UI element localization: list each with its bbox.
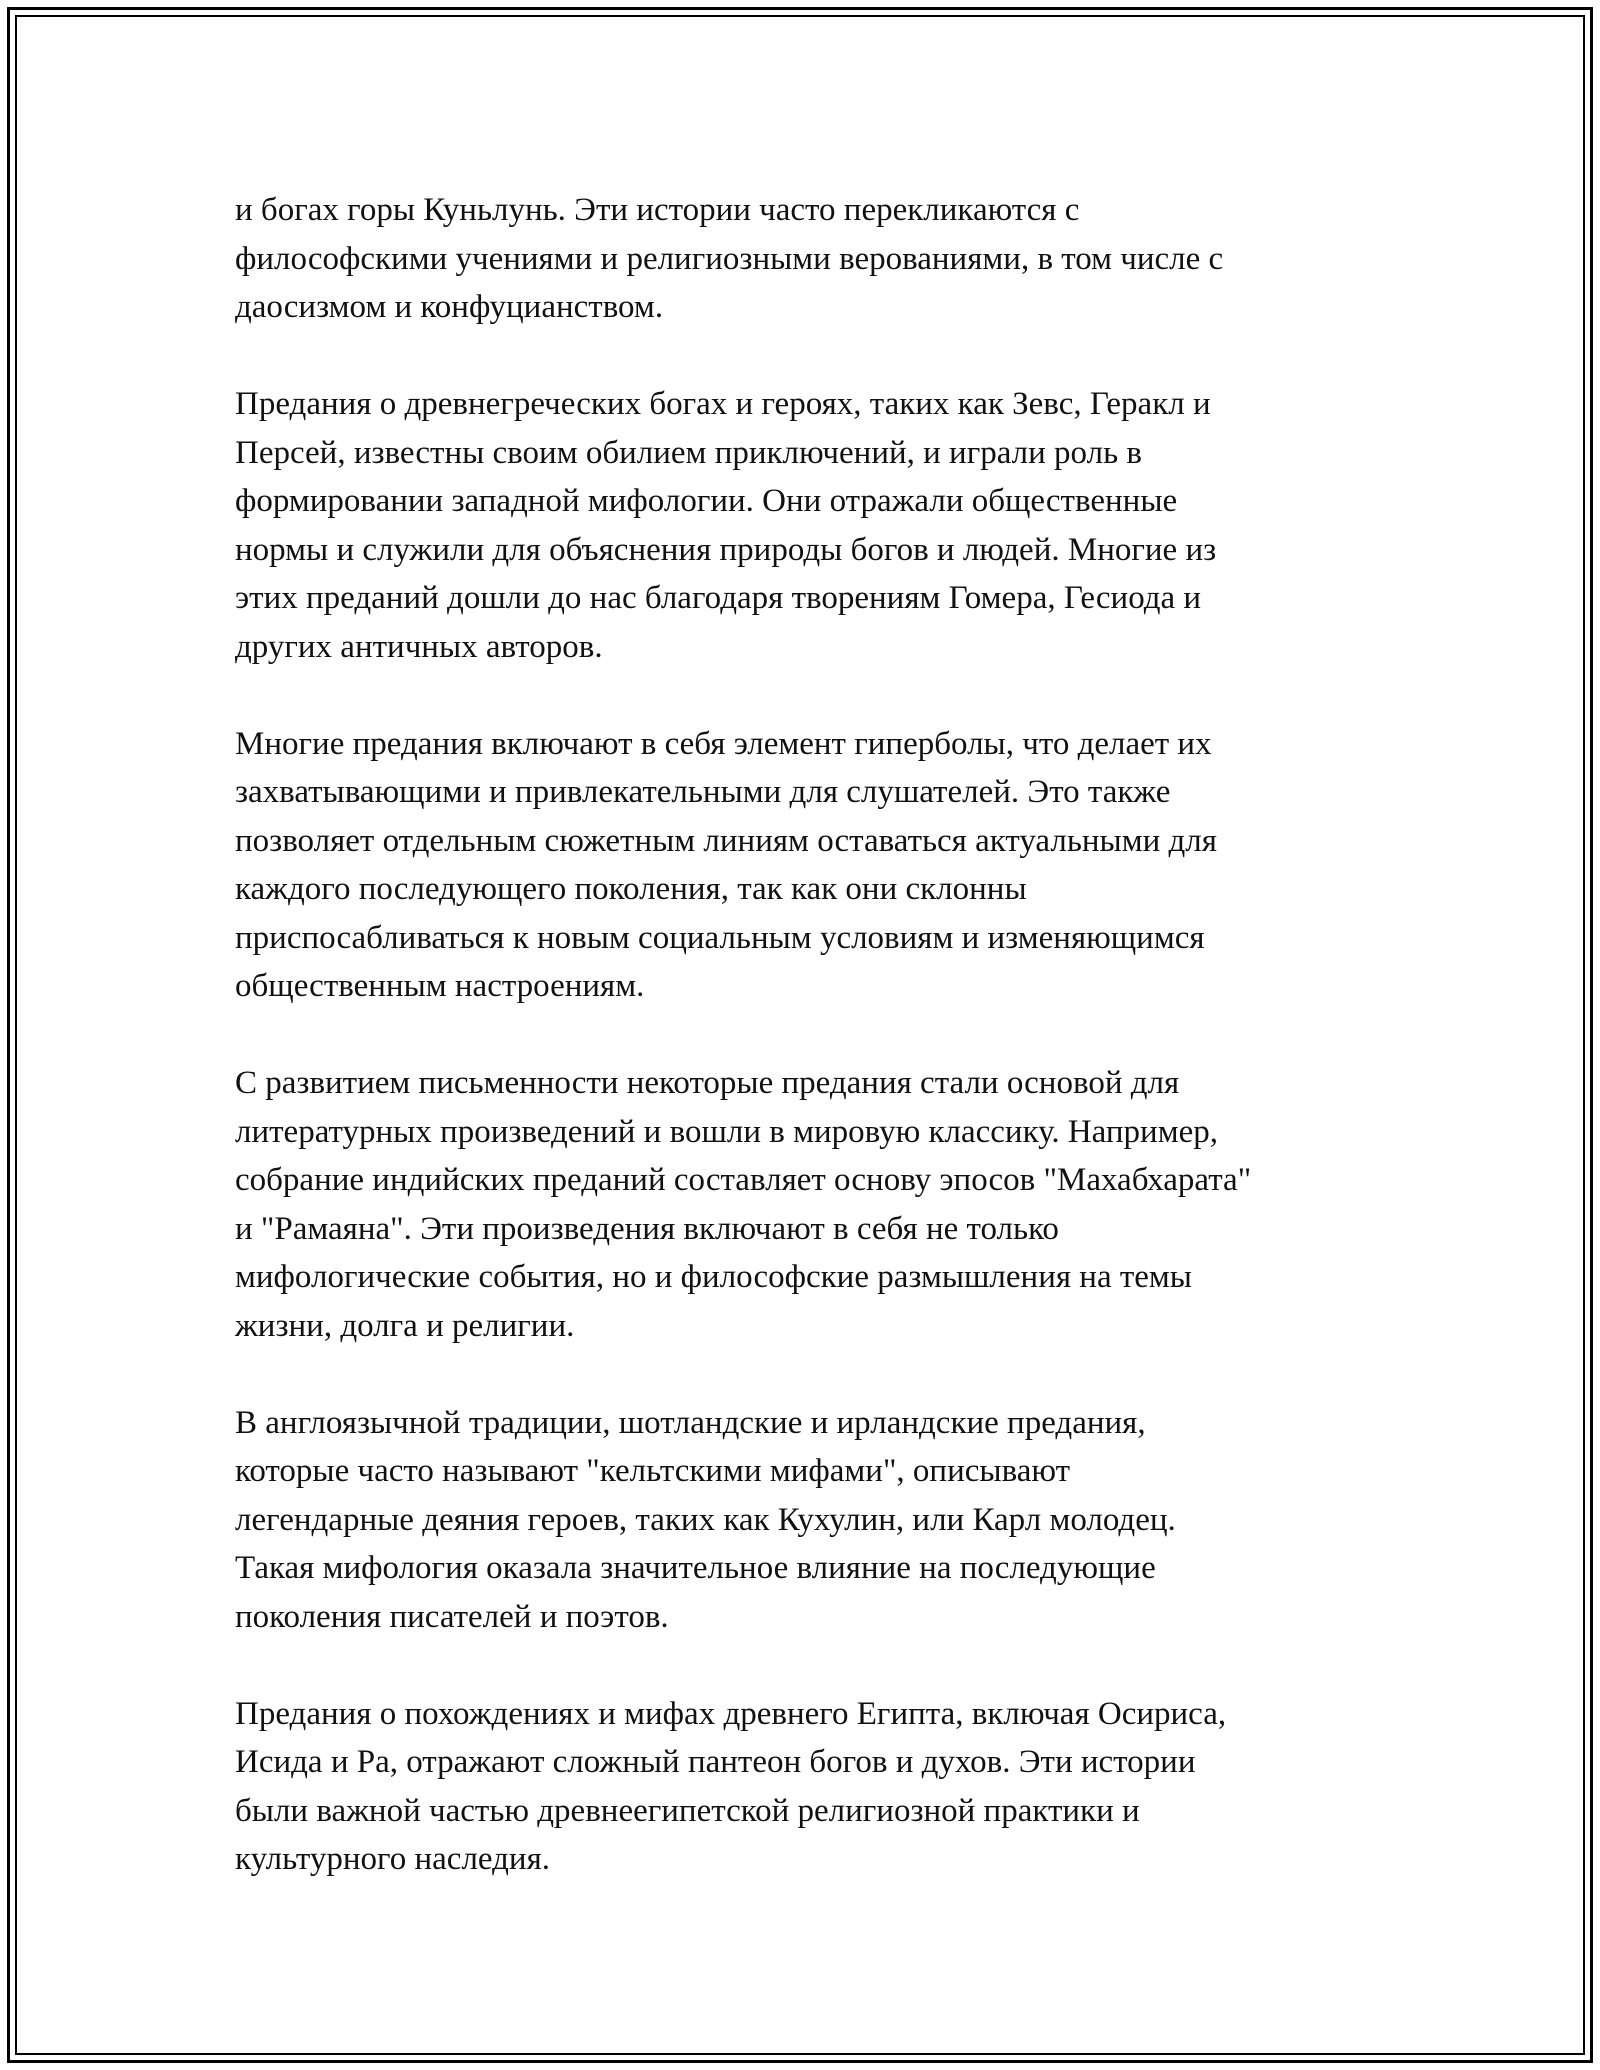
paragraph: В англоязычной традиции, шотландские и ирландские предания, которые часто называют "кельтскими мифами", описывают легендарные деяния героев, таких как Кухулин, или Карл молодец. Такая мифология оказала значительное влияние на последующие поколения писателей и поэтов.: [235, 1404, 1176, 1635]
paragraph: Многие предания включают в себя элемент гиперболы, что делает их захватывающими и привлекательными для слушателей. Это также позволяет отдельным сюжетным линиям оставаться актуальными для каждого последующего поколения, так как они склонны приспосабливаться к новым социальным условиям и изменяющимся общественным настроениям.: [235, 725, 1217, 1004]
paragraph: Предания о древнегреческих богах и героях, таких как Зевс, Геракл и Персей, известны своим обилием приключений, и играли роль в формировании западной мифологии. Они отражали общественные нормы и служили для объяснения природы богов и людей. Многие из этих преданий дошли до нас благодаря творениям Гомера, Гесиода и других античных авторов.: [235, 386, 1217, 665]
paragraph: Предания о похождениях и мифах древнего Египта, включая Осириса, Исида и Ра, отражают сложный пантеон богов и духов. Эти истории были важной частью древнеегипетской религиозной практики и культурного наследия.: [235, 1695, 1227, 1877]
paragraph: С развитием письменности некоторые предания стали основой для литературных произведений и вошли в мировую классику. Например, собрание индийских преданий составляет основу эпосов "Махабхарата" и "Рамаяна". Эти произведения включают в себя не только мифологические события, но и философские размышления на темы жизни, долга и религии.: [235, 1065, 1252, 1344]
paragraph: и богах горы Куньлунь. Эти истории часто перекликаются с философскими учениями и религиозными верованиями, в том числе с даосизмом и конфуцианством.: [235, 192, 1224, 325]
document-body: [235, 186, 1385, 1932]
